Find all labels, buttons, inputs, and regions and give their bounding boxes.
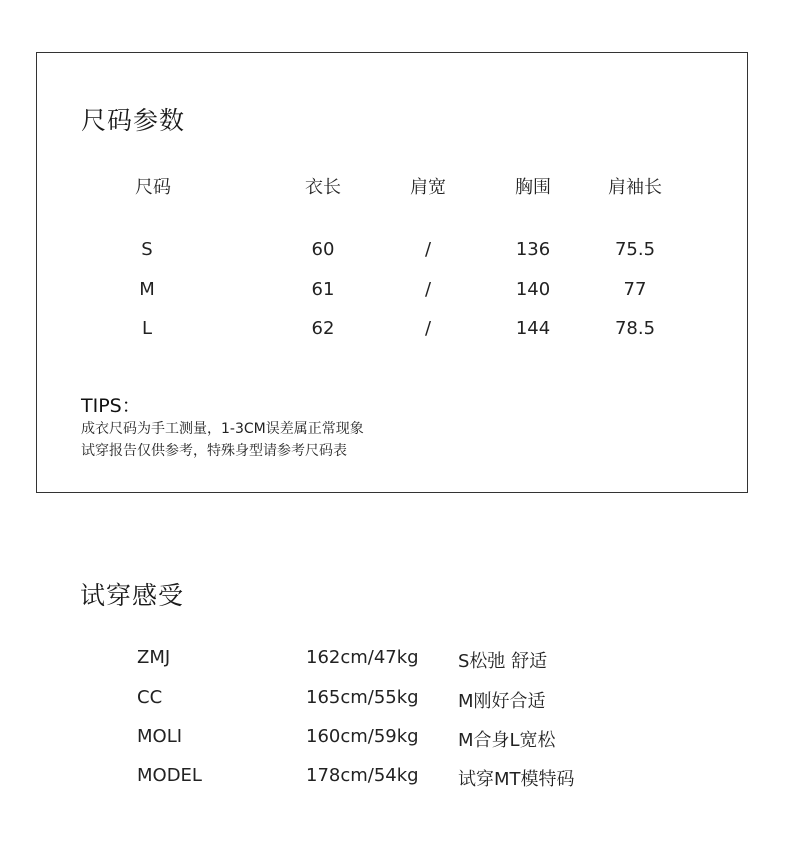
tips-line-2: 试穿报告仅供参考，特殊身型请参考尺码表 bbox=[81, 443, 347, 459]
tips-line-1: 成衣尺码为手工测量，1-3CM误差属正常现象 bbox=[81, 421, 364, 437]
row-m-shoulder: / bbox=[424, 279, 432, 300]
fit-row-4-feel: 试穿MT模特码 bbox=[458, 769, 575, 790]
row-l-shoulder: / bbox=[424, 318, 432, 339]
header-shoulder: 肩宽 bbox=[410, 177, 446, 198]
row-m-size: M bbox=[139, 279, 155, 300]
row-s-shoulder: / bbox=[424, 239, 432, 260]
fit-row-3-stats: 160cm/59kg bbox=[306, 726, 419, 747]
header-chest: 胸围 bbox=[515, 177, 551, 198]
fit-row-1-feel: S松弛 舒适 bbox=[458, 651, 548, 672]
row-s-sleeve: 75.5 bbox=[614, 239, 656, 260]
size-chart-title: 尺码参数 bbox=[81, 106, 186, 135]
row-m-sleeve: 77 bbox=[623, 279, 647, 300]
row-l-size: L bbox=[141, 318, 153, 339]
header-length: 衣长 bbox=[305, 177, 341, 198]
fit-report-title: 试穿感受 bbox=[80, 581, 185, 610]
row-s-size: S bbox=[141, 239, 153, 260]
fit-row-1-stats: 162cm/47kg bbox=[306, 647, 419, 668]
fit-row-3-name: MOLI bbox=[137, 726, 183, 747]
row-l-chest: 144 bbox=[515, 318, 551, 339]
row-l-sleeve: 78.5 bbox=[614, 318, 656, 339]
fit-row-2-name: CC bbox=[137, 687, 163, 708]
tips-title: TIPS： bbox=[81, 395, 141, 417]
header-size: 尺码 bbox=[135, 177, 171, 198]
fit-row-2-feel: M刚好合适 bbox=[458, 691, 546, 712]
row-l-length: 62 bbox=[311, 318, 335, 339]
fit-row-2-stats: 165cm/55kg bbox=[306, 687, 419, 708]
fit-row-3-feel: M合身L宽松 bbox=[458, 730, 556, 751]
row-m-chest: 140 bbox=[515, 279, 551, 300]
size-chart-box bbox=[36, 52, 748, 493]
fit-row-4-stats: 178cm/54kg bbox=[306, 765, 419, 786]
row-s-chest: 136 bbox=[515, 239, 551, 260]
fit-row-1-name: ZMJ bbox=[137, 647, 171, 668]
row-m-length: 61 bbox=[311, 279, 335, 300]
row-s-length: 60 bbox=[311, 239, 335, 260]
fit-row-4-name: MODEL bbox=[137, 765, 202, 786]
header-sleeve: 肩袖长 bbox=[608, 177, 662, 198]
